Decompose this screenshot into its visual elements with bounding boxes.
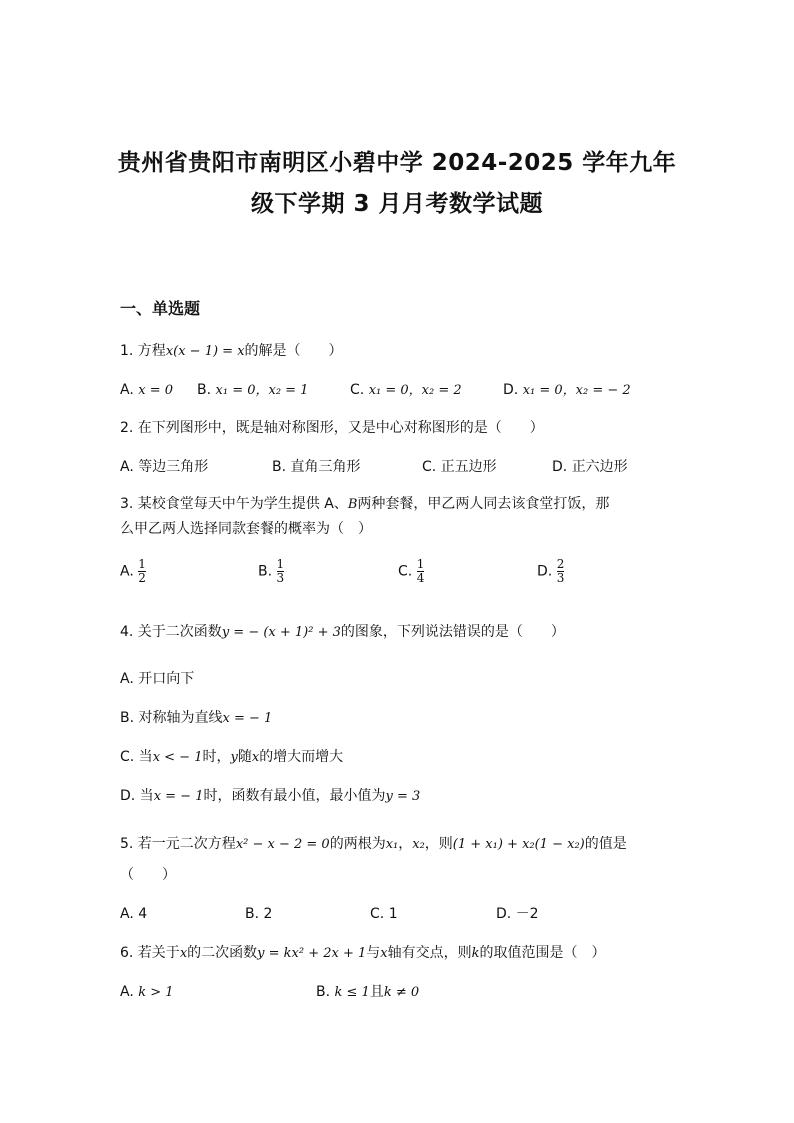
option-text: 正五边形 [440,459,497,475]
question-5-option-b [245,904,272,924]
question-5-root-2: x₂ [412,837,425,852]
option-math: x = 0 [138,383,173,398]
fraction-denominator: 3 [556,571,565,585]
fraction-numerator: 1 [276,557,285,571]
option-label: C. [422,459,437,475]
option-label: D. [496,906,512,922]
option-text: 的增大而增大 [259,749,344,765]
question-1-option-d [503,380,631,401]
option-math: y = 3 [385,789,421,804]
option-fraction [557,558,565,585]
question-4-function: y = − (x + 1)² + 3 [221,625,341,640]
option-math: x [251,750,260,765]
option-label: D. [537,563,553,580]
option-label: D. [552,459,568,475]
option-label: C. [398,563,413,580]
question-3-line-2: 么甲乙两人选择同款套餐的概率为（ ） [120,521,372,537]
question-2-option-d [552,457,628,477]
option-label: B. [197,382,212,398]
fraction-numerator: 1 [416,557,425,571]
option-fraction [138,558,146,585]
option-text: D. 当 [120,788,154,804]
question-5-expression: (1 + x₁) + x₂(1 − x₂) [452,837,585,852]
option-label: A. [120,984,134,1000]
option-label: A. [120,459,134,475]
question-1-equation: x(x − 1) = x [165,344,245,359]
question-6-text: 与 [366,945,381,961]
question-3-option-c [398,558,424,585]
option-math: x₁ = 0，x₂ = 2 [368,383,462,398]
option-text: 时，函数有最小值，最小值为 [203,788,386,804]
question-3-option-d [537,558,564,585]
question-6-text: 的二次函数 [187,945,258,961]
question-4-prefix: 4. 关于二次函数 [120,624,222,640]
option-label: C. [370,906,385,922]
fraction-denominator: 2 [138,571,146,585]
option-math: k ≤ 1 [334,985,370,1000]
question-3-text-b: 两种套餐，甲乙两人同去该食堂打饭，那 [357,496,610,512]
question-5-text: ， [398,836,413,852]
question-6-text: 的取值范围是（ ） [479,945,606,961]
question-4-option-b [120,708,272,729]
option-label: A. [120,563,134,580]
option-label: B. [258,563,273,580]
option-math: x = − 1 [222,711,273,726]
document-title-line-1: 贵州省贵阳市南明区小碧中学 2024-2025 学年九年 [117,150,677,176]
question-3-line-1 [120,494,609,515]
option-math: x₁ = 0，x₂ = 1 [215,383,309,398]
question-6-math: k [471,946,480,961]
option-text: 随 [237,749,252,765]
section-heading: 一、单选题 [120,299,201,318]
fraction-numerator: 2 [556,557,565,571]
option-text: 时， [202,749,231,765]
question-6-function: y = kx² + 2x + 1 [257,946,367,961]
option-label: D. [503,382,519,398]
question-5-suffix: 的值是 [584,836,627,852]
option-text: 直角三角形 [290,459,361,475]
question-6-text: 轴有交点，则 [387,945,472,961]
question-5-prefix: 5. 若一元二次方程 [120,836,236,852]
question-1 [120,341,343,362]
question-1-prefix: 1. 方程 [120,343,166,359]
option-math: k ≠ 0 [383,985,420,1000]
option-fraction [417,558,425,585]
option-math: x < − 1 [152,750,203,765]
question-1-suffix: 的解是（ ） [244,343,343,359]
question-6-math: x [380,946,388,961]
option-text: B. 对称轴为直线 [120,710,223,726]
question-1-option-c [350,380,462,401]
option-text: 1 [388,906,398,922]
question-5-root-1: x₁ [385,837,399,852]
question-5-line-1 [120,834,627,855]
option-label: A. [120,906,134,922]
question-2-option-c [422,457,497,477]
question-2: 2. 在下列图形中，既是轴对称图形，又是中心对称图形的是（ ） [120,420,544,436]
question-6 [120,943,606,964]
question-5-option-c [370,904,398,924]
option-label: B. [245,906,260,922]
option-fraction [277,558,285,585]
question-4-suffix: 的图象，下列说法错误的是（ ） [340,624,565,640]
question-5-option-d [496,904,539,924]
question-6-text: 6. 若关于 [120,945,180,961]
question-5-line-2: （ ） [120,867,176,883]
option-math: k > 1 [138,985,174,1000]
option-text: 2 [263,906,273,922]
option-text: －2 [515,906,539,922]
question-5-text: 的两根为 [329,836,386,852]
question-6-option-b [316,982,419,1003]
question-1-option-b [197,380,308,401]
question-3-option-b [258,558,284,585]
option-text: 正六边形 [571,459,628,475]
question-4-option-d [120,786,420,807]
question-4 [120,622,565,643]
option-text: C. 当 [120,749,153,765]
question-3-math: B [347,497,358,512]
option-label: C. [350,382,365,398]
question-5-text: ，则 [424,836,453,852]
question-5-equation: x² − x − 2 = 0 [235,837,330,852]
option-math: x₁ = 0，x₂ = − 2 [522,383,631,398]
fraction-denominator: 4 [416,571,425,585]
question-4-option-a: A. 开口向下 [120,671,195,687]
option-text: 且 [369,984,384,1000]
option-math: x = − 1 [153,789,204,804]
option-math: y [230,750,238,765]
question-3-option-a [120,558,146,585]
question-2-option-b [272,457,361,477]
document-title-line-2: 级下学期 3 月月考数学试题 [250,191,544,217]
fraction-numerator: 1 [138,557,146,571]
question-6-math: x [179,946,188,961]
question-2-option-a [120,457,208,477]
question-4-option-c [120,747,343,768]
question-6-option-a [120,982,174,1003]
option-text: 4 [138,906,148,922]
option-label: B. [272,459,287,475]
option-label: A. [120,382,134,398]
option-label: B. [316,984,331,1000]
question-5-option-a [120,904,147,924]
question-3-text-a: 3. 某校食堂每天中午为学生提供 A、 [120,496,348,512]
question-1-option-a [120,380,173,401]
option-text: 等边三角形 [138,459,209,475]
fraction-denominator: 3 [276,571,285,585]
